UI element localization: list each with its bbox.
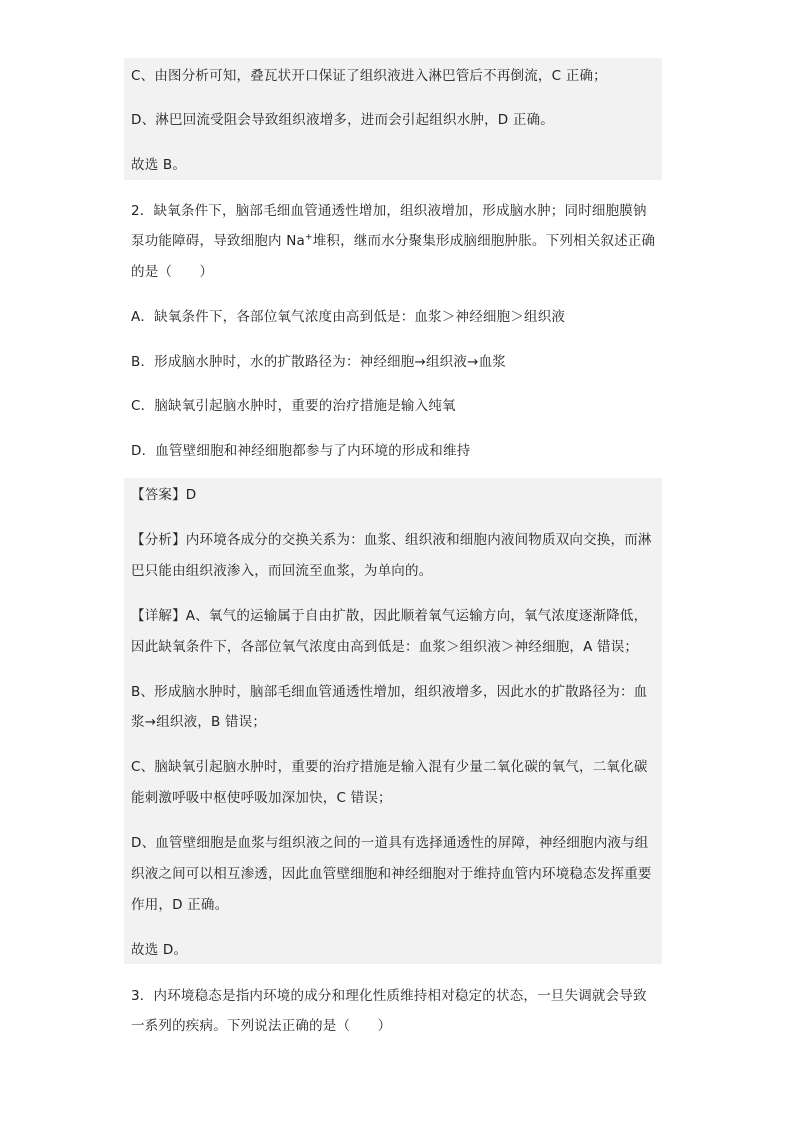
q2-detail-b-line-2: 浆→组织液，B 错误； bbox=[131, 714, 267, 730]
q2-analysis-line-2: 巴只能由组织液渗入，而回流至血浆，为单向的。 bbox=[131, 563, 433, 579]
q2-stem-line-3: 的是（ ） bbox=[131, 264, 214, 280]
q2-detail-d-line-3: 作用，D 正确。 bbox=[131, 897, 229, 913]
prev-answer-conclusion: 故选 B。 bbox=[131, 157, 187, 173]
prev-answer-d: D、淋巴回流受阻会导致组织液增多，进而会引起组织水肿，D 正确。 bbox=[131, 112, 554, 128]
q2-detail-b-line-1: B、形成脑水肿时，脑部毛细血管通透性增加，组织液增多，因此水的扩散路径为：血 bbox=[131, 684, 648, 700]
prev-answer-c: C、由图分析可知，叠瓦状开口保证了组织液进入淋巴管后不再倒流，C 正确； bbox=[131, 68, 607, 84]
q2-option-a: A．缺氧条件下，各部位氧气浓度由高到低是：血浆＞神经细胞＞组织液 bbox=[131, 309, 566, 325]
q2-stem-superscript: + bbox=[304, 232, 313, 243]
q3-stem-line-1: 3．内环境稳态是指内环境的成分和理化性质维持相对稳定的状态，一旦失调就会导致 bbox=[131, 988, 647, 1004]
q2-detail-line-1: 【详解】A、氧气的运输属于自由扩散，因此顺着氧气运输方向，氧气浓度逐渐降低， bbox=[131, 608, 648, 624]
q2-option-c: C．脑缺氧引起脑水肿时，重要的治疗措施是输入纯氧 bbox=[131, 398, 456, 414]
q2-detail-d-line-1: D、血管壁细胞是血浆与组织液之间的一道具有选择通透性的屏障，神经细胞内液与组 bbox=[131, 835, 649, 851]
q2-stem-2b: 堆积，继而水分聚集形成脑细胞肿胀。下列相关叙述正确 bbox=[312, 233, 656, 249]
q3-stem-line-2: 一系列的疾病。下列说法正确的是（ ） bbox=[131, 1018, 392, 1034]
q2-stem-line-1: 2．缺氧条件下，脑部毛细血管通透性增加，组织液增加，形成脑水肿；同时细胞膜钠 bbox=[131, 203, 647, 219]
q2-option-d: D．血管壁细胞和神经细胞都参与了内环境的形成和维持 bbox=[131, 443, 471, 459]
q2-stem-line-2 bbox=[131, 231, 655, 251]
q2-detail-c-line-1: C、脑缺氧引起脑水肿时，重要的治疗措施是输入混有少量二氧化碳的氧气，二氧化碳 bbox=[131, 759, 648, 775]
q2-analysis-line-1: 【分析】内环境各成分的交换关系为：血浆、组织液和细胞内液间物质双向交换，而淋 bbox=[131, 532, 652, 548]
q2-stem-2a: 泵功能障碍，导致细胞内 Na bbox=[131, 233, 305, 249]
q2-detail-line-2: 因此缺氧条件下，各部位氧气浓度由高到低是：血浆＞组织液＞神经细胞，A 错误； bbox=[131, 639, 639, 655]
q2-conclusion: 故选 D。 bbox=[131, 942, 188, 958]
q2-detail-c-line-2: 能刺激呼吸中枢使呼吸加深加快，C 错误； bbox=[131, 790, 392, 806]
q2-option-b: B．形成脑水肿时，水的扩散路径为：神经细胞→组织液→血浆 bbox=[131, 354, 506, 370]
q2-detail-d-line-2: 织液之间可以相互渗透，因此血管壁细胞和神经细胞对于维持血管内环境稳态发挥重要 bbox=[131, 866, 652, 882]
q2-answer: 【答案】D bbox=[131, 487, 197, 503]
